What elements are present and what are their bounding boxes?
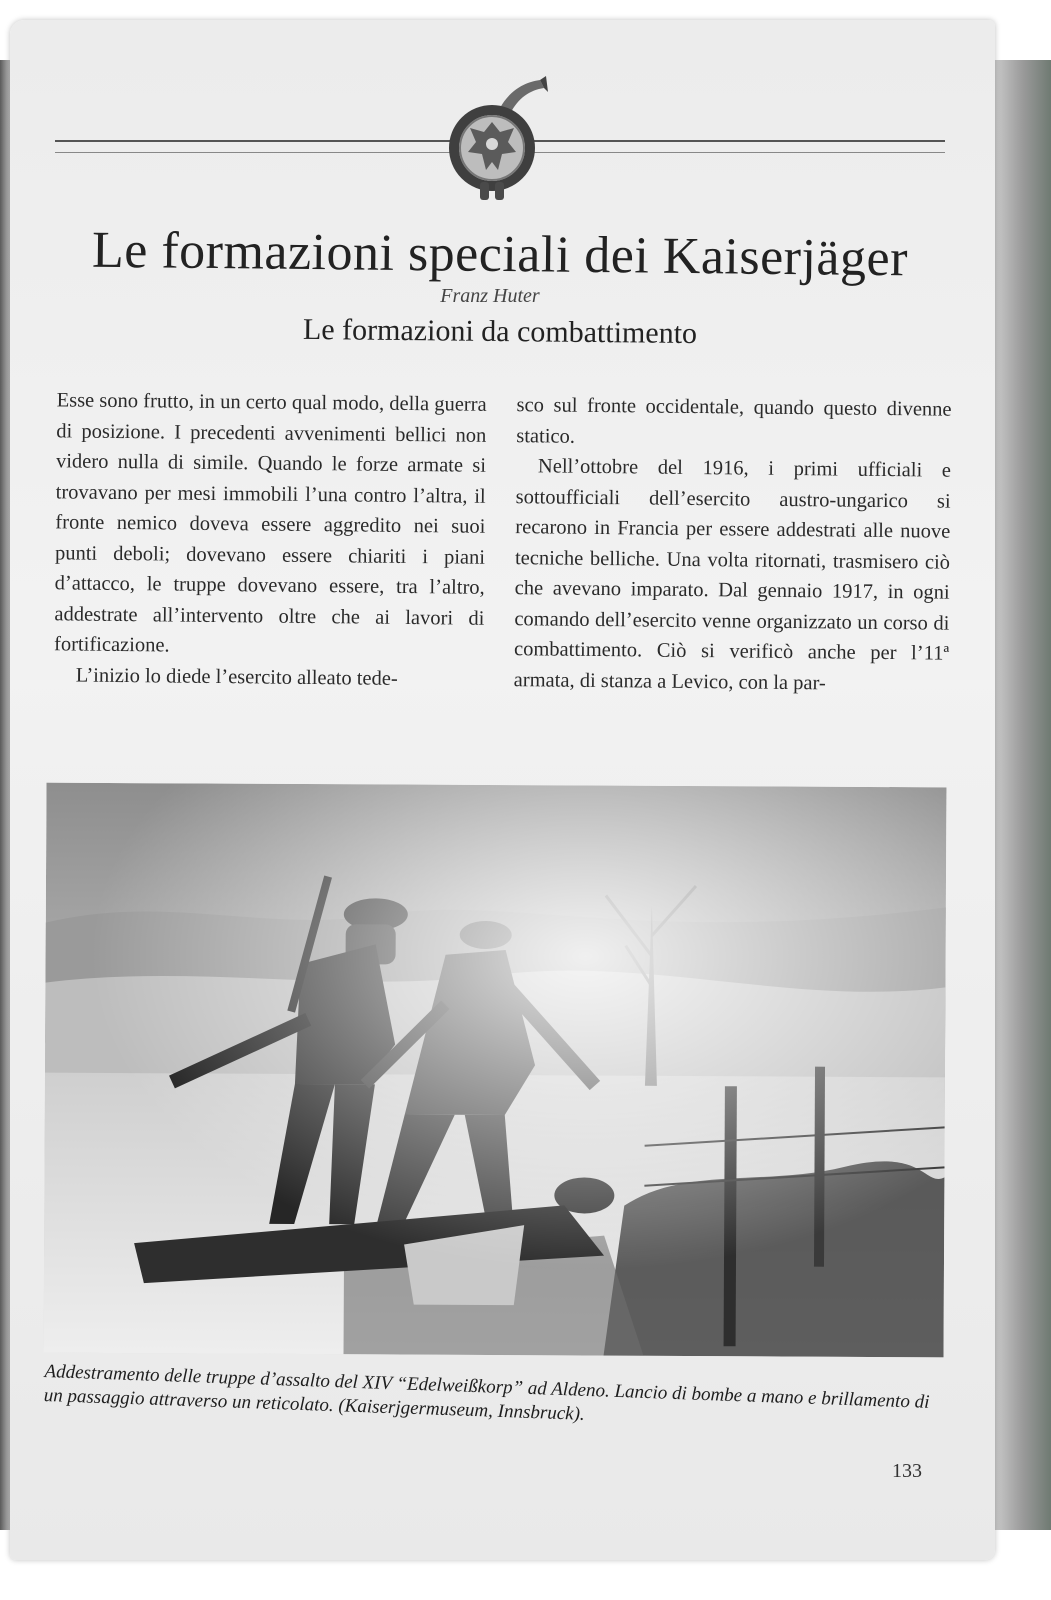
historical-photograph — [44, 783, 947, 1358]
text-column-left — [54, 385, 487, 694]
article-author: Franz Huter — [440, 285, 540, 307]
text-column-right — [514, 390, 952, 700]
paragraph: sco sul fronte occidentale, quando questo divenne statico. — [516, 394, 952, 448]
paragraph: Esse sono frutto, in un certo qual modo, della guerra di posizione. I precedenti avvenimenti bellici non videro nulla di simile. Quando le forze armate si trovavano per mesi immobili l’una contro l’altra, il fronte nemico doveva essere aggredito nei suoi punti deboli; dovevano essere chiariti i piani d’attacco, le truppe dovevano essere, tra l’altro, addestrate all’intervento oltre che ai lavori di fortificazione. — [53, 389, 487, 657]
paragraph: L’inizio lo diede l’esercito alleato tede- — [75, 664, 398, 690]
body-text-columns — [53, 385, 952, 734]
book-page — [10, 20, 995, 1560]
bugle-eagle-emblem-icon — [440, 70, 550, 210]
article-title: Le formazioni speciali dei Kaiserjäger — [91, 221, 909, 288]
page-number: 133 — [892, 1460, 922, 1482]
paragraph: Nell’ottobre del 1916, i primi ufficiali e sottoufficiali dell’esercito austro-ungarico si recarono in Francia per essere addestrati alle nuove tecniche belliche. Una volta ritornati, trasmisero ciò che avevano imparato. Dal gennaio 1917, in ogni comando dell’esercito venne organizzato un corso di combattimento. Ciò si verificò anche per l’11ª armata, di stanza a Levico, con la par- — [513, 455, 952, 694]
section-subtitle: Le formazioni da combattimento — [302, 312, 698, 351]
photo-caption: Addestramento delle truppe d’assalto del XIV “Edelweißkorp” ad Aldeno. Lancio di bombe a mano e brillamento di un passaggio attraverso un reticolato. (Kaiserjgermuseum, Innsbruck). — [43, 1360, 930, 1425]
